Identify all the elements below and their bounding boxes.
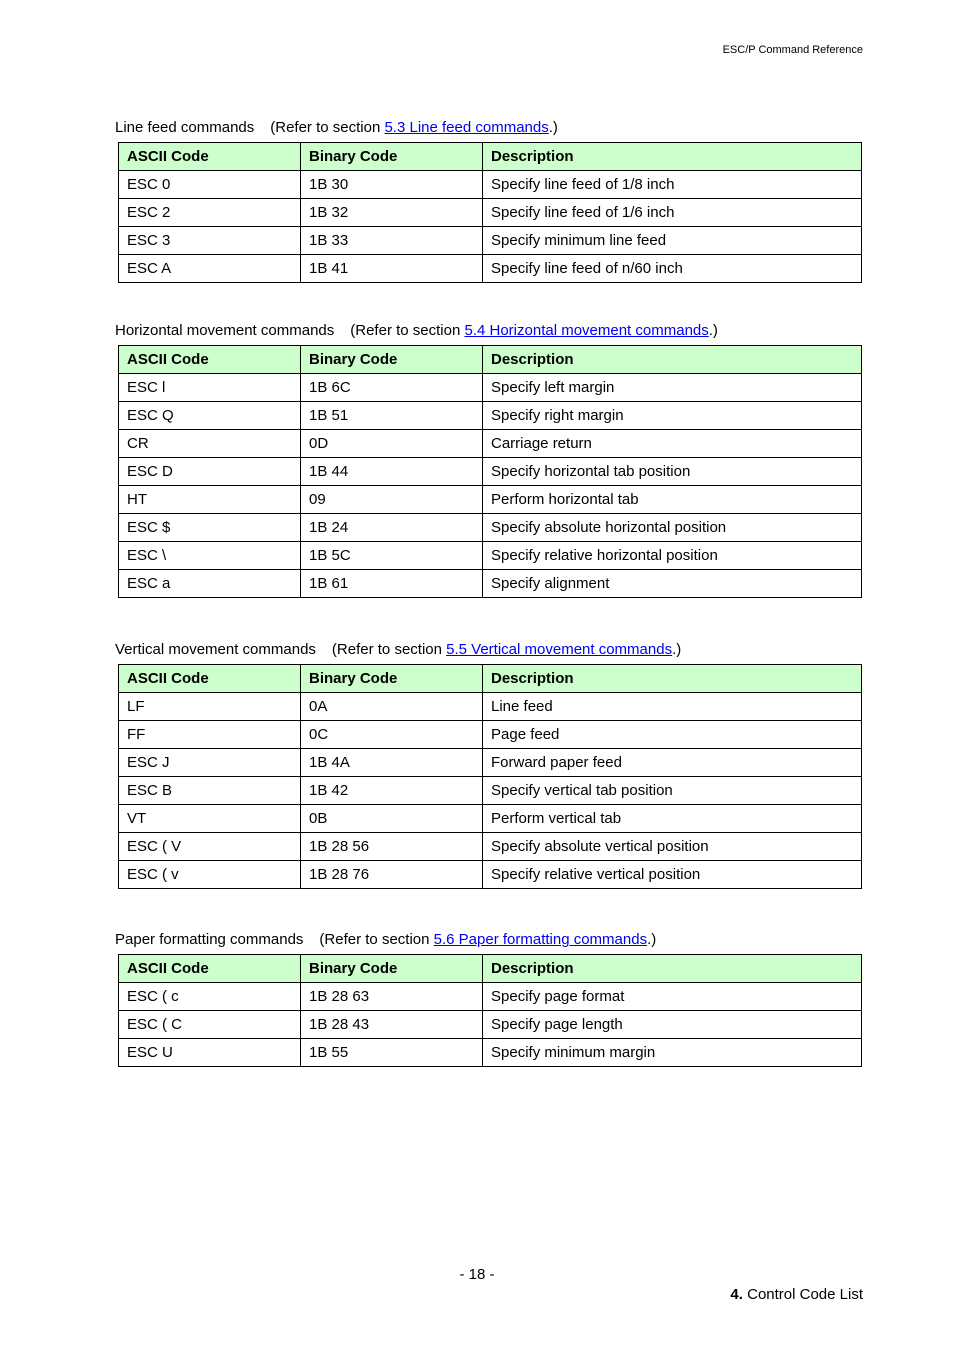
column-header-ascii: ASCII Code — [119, 346, 301, 374]
cell-ascii-code: ESC a — [119, 570, 301, 598]
cell-description: Specify line feed of 1/6 inch — [483, 199, 862, 227]
cell-description: Specify alignment — [483, 570, 862, 598]
table-row — [119, 1011, 862, 1039]
cell-description: Line feed — [483, 693, 862, 721]
cell-description: Specify line feed of 1/8 inch — [483, 171, 862, 199]
section-title: Line feed commands — [115, 119, 255, 136]
cell-ascii-code: LF — [119, 693, 301, 721]
cell-binary-code: 1B 55 — [301, 1039, 483, 1067]
cell-binary-code: 1B 28 63 — [301, 983, 483, 1011]
ref-suffix: .) — [672, 641, 682, 658]
column-header-ascii: ASCII Code — [119, 665, 301, 693]
table-row — [119, 805, 862, 833]
cell-ascii-code: ESC 2 — [119, 199, 301, 227]
column-header-binary: Binary Code — [301, 665, 483, 693]
section-ref-link[interactable]: 5.6 Paper formatting commands — [433, 931, 648, 948]
table-header-row — [119, 143, 862, 171]
page-number: - 18 - — [459, 1266, 495, 1283]
table-row — [119, 1039, 862, 1067]
cell-binary-code: 1B 61 — [301, 570, 483, 598]
table-row — [119, 542, 862, 570]
cell-binary-code: 1B 28 56 — [301, 833, 483, 861]
column-header-binary: Binary Code — [301, 143, 483, 171]
cell-description: Perform horizontal tab — [483, 486, 862, 514]
command-table — [118, 954, 862, 1067]
column-header-ascii: ASCII Code — [119, 955, 301, 983]
command-table — [118, 142, 862, 283]
table-row — [119, 777, 862, 805]
table-row — [119, 374, 862, 402]
cell-binary-code: 1B 6C — [301, 374, 483, 402]
table-row — [119, 514, 862, 542]
table-row — [119, 227, 862, 255]
section-title: Vertical movement commands — [115, 641, 316, 658]
cell-ascii-code: ESC ( V — [119, 833, 301, 861]
cell-description: Specify horizontal tab position — [483, 458, 862, 486]
cell-binary-code: 1B 42 — [301, 777, 483, 805]
section-caption — [115, 322, 718, 339]
column-header-description: Description — [483, 955, 862, 983]
section-caption — [115, 119, 558, 136]
command-table — [118, 345, 862, 598]
cell-description: Specify relative horizontal position — [483, 542, 862, 570]
column-header-description: Description — [483, 143, 862, 171]
cell-binary-code: 1B 4A — [301, 749, 483, 777]
table-row — [119, 402, 862, 430]
cell-binary-code: 1B 5C — [301, 542, 483, 570]
cell-description: Specify absolute horizontal position — [483, 514, 862, 542]
cell-description: Specify vertical tab position — [483, 777, 862, 805]
ref-prefix: (Refer to section — [331, 641, 447, 658]
ref-prefix: (Refer to section — [270, 119, 385, 136]
cell-ascii-code: ESC 3 — [119, 227, 301, 255]
running-header: ESC/P Command Reference — [722, 44, 863, 56]
cell-binary-code: 1B 30 — [301, 171, 483, 199]
table-row — [119, 458, 862, 486]
cell-description: Specify absolute vertical position — [483, 833, 862, 861]
cell-binary-code: 0D — [301, 430, 483, 458]
section-ref-link[interactable]: 5.4 Horizontal movement commands — [464, 322, 709, 339]
column-header-binary: Binary Code — [301, 346, 483, 374]
cell-ascii-code: ESC $ — [119, 514, 301, 542]
section-caption — [115, 641, 681, 658]
cell-ascii-code: ESC J — [119, 749, 301, 777]
cell-binary-code: 1B 33 — [301, 227, 483, 255]
cell-description: Specify page length — [483, 1011, 862, 1039]
cell-binary-code: 1B 28 43 — [301, 1011, 483, 1039]
table-header-row — [119, 346, 862, 374]
section-ref-link[interactable]: 5.3 Line feed commands — [384, 119, 549, 136]
table-row — [119, 199, 862, 227]
cell-binary-code: 1B 51 — [301, 402, 483, 430]
table-row — [119, 721, 862, 749]
ref-suffix: .) — [548, 119, 558, 136]
cell-ascii-code: HT — [119, 486, 301, 514]
cell-ascii-code: ESC l — [119, 374, 301, 402]
cell-description: Page feed — [483, 721, 862, 749]
section-title: Horizontal movement commands — [115, 322, 335, 339]
cell-ascii-code: ESC \ — [119, 542, 301, 570]
cell-binary-code: 09 — [301, 486, 483, 514]
cell-binary-code: 0C — [301, 721, 483, 749]
table-row — [119, 430, 862, 458]
cell-description: Specify page format — [483, 983, 862, 1011]
chapter-title: Control Code List — [742, 1286, 863, 1303]
cell-description: Specify minimum line feed — [483, 227, 862, 255]
cell-ascii-code: VT — [119, 805, 301, 833]
cell-description: Carriage return — [483, 430, 862, 458]
column-header-ascii: ASCII Code — [119, 143, 301, 171]
cell-ascii-code: ESC 0 — [119, 171, 301, 199]
cell-ascii-code: ESC B — [119, 777, 301, 805]
chapter-footer — [730, 1286, 863, 1303]
cell-description: Specify left margin — [483, 374, 862, 402]
cell-description: Specify relative vertical position — [483, 861, 862, 889]
cell-binary-code: 0A — [301, 693, 483, 721]
cell-ascii-code: ESC Q — [119, 402, 301, 430]
cell-binary-code: 1B 41 — [301, 255, 483, 283]
cell-ascii-code: ESC ( v — [119, 861, 301, 889]
table-row — [119, 171, 862, 199]
table-row — [119, 749, 862, 777]
cell-binary-code: 1B 28 76 — [301, 861, 483, 889]
cell-ascii-code: ESC U — [119, 1039, 301, 1067]
cell-ascii-code: ESC ( C — [119, 1011, 301, 1039]
cell-description: Specify right margin — [483, 402, 862, 430]
cell-binary-code: 1B 24 — [301, 514, 483, 542]
table-row — [119, 861, 862, 889]
cell-binary-code: 1B 32 — [301, 199, 483, 227]
ref-prefix: (Refer to section — [350, 322, 465, 339]
chapter-number: 4. — [730, 1286, 743, 1303]
section-title: Paper formatting commands — [115, 931, 304, 948]
column-header-description: Description — [483, 665, 862, 693]
table-row — [119, 983, 862, 1011]
cell-description: Specify line feed of n/60 inch — [483, 255, 862, 283]
command-table — [118, 664, 862, 889]
table-row — [119, 570, 862, 598]
section-ref-link[interactable]: 5.5 Vertical movement commands — [446, 641, 673, 658]
column-header-description: Description — [483, 346, 862, 374]
table-row — [119, 486, 862, 514]
cell-binary-code: 1B 44 — [301, 458, 483, 486]
section-caption — [115, 931, 656, 948]
table-row — [119, 255, 862, 283]
cell-ascii-code: ESC A — [119, 255, 301, 283]
cell-description: Perform vertical tab — [483, 805, 862, 833]
table-row — [119, 693, 862, 721]
cell-ascii-code: FF — [119, 721, 301, 749]
ref-suffix: .) — [708, 322, 718, 339]
cell-description: Specify minimum margin — [483, 1039, 862, 1067]
table-row — [119, 833, 862, 861]
cell-ascii-code: ESC ( c — [119, 983, 301, 1011]
cell-ascii-code: ESC D — [119, 458, 301, 486]
table-header-row — [119, 665, 862, 693]
table-header-row — [119, 955, 862, 983]
cell-binary-code: 0B — [301, 805, 483, 833]
cell-ascii-code: CR — [119, 430, 301, 458]
column-header-binary: Binary Code — [301, 955, 483, 983]
cell-description: Forward paper feed — [483, 749, 862, 777]
ref-suffix: .) — [647, 931, 657, 948]
ref-prefix: (Refer to section — [319, 931, 434, 948]
